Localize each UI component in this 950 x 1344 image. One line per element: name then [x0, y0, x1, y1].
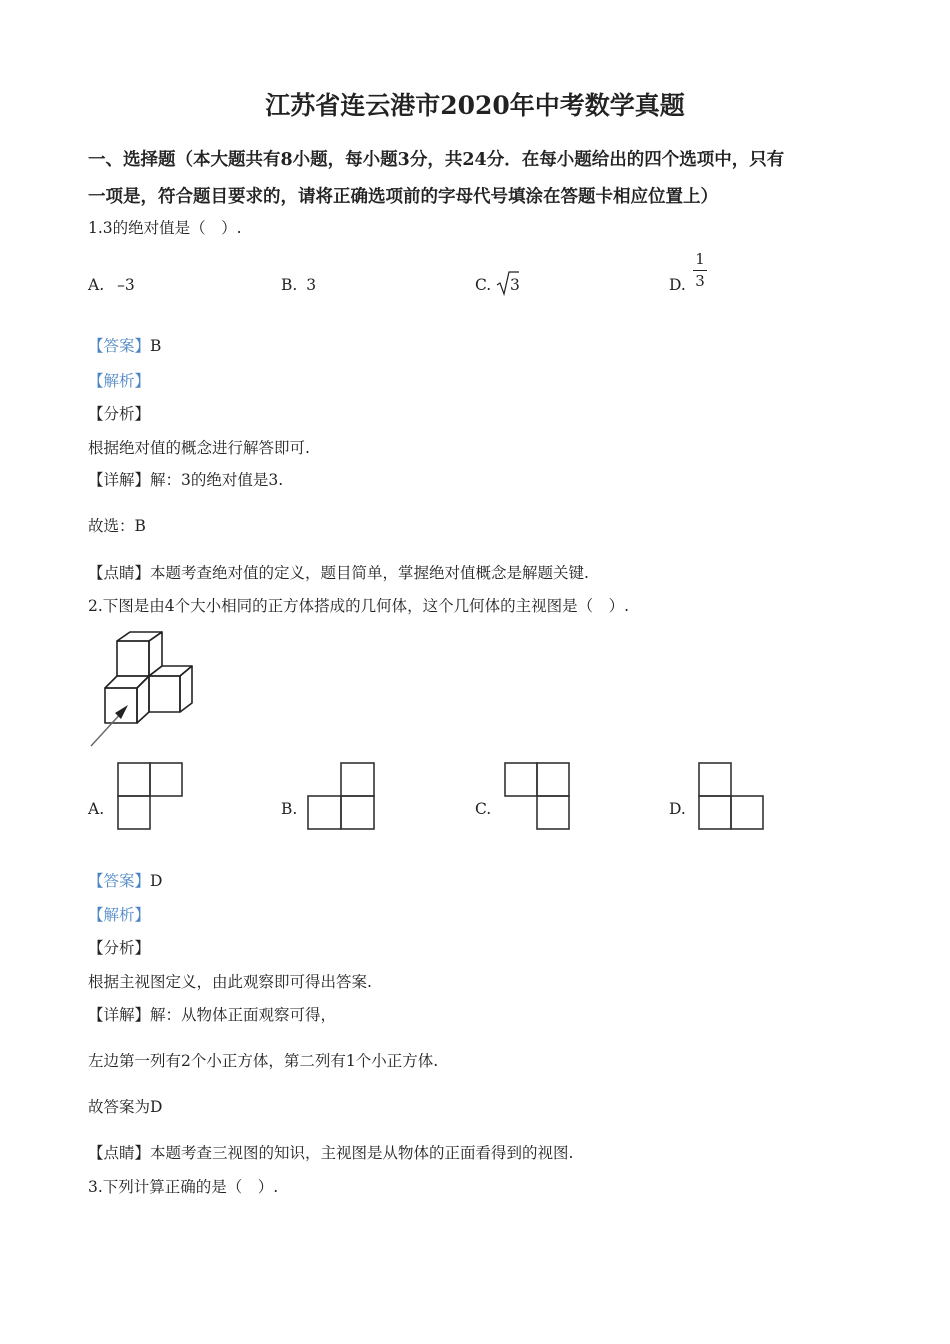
q1-option-a-label: A.: [88, 276, 105, 294]
page-title: 江苏省连云港市2020年中考数学真题: [265, 91, 685, 120]
detail-tag: 【详解】: [88, 1006, 151, 1024]
q1-fenxi-text: 根据绝对值的概念进行解答即可.: [88, 439, 310, 457]
q1-choice: 故选：B: [88, 517, 146, 535]
q2-choice: 故答案为D: [88, 1098, 163, 1116]
dianjing-text: 本题考查绝对值的定义，题目简单，掌握绝对值概念是解题关键.: [150, 564, 589, 582]
answer-tag: 【答案】: [88, 872, 151, 890]
q2-option-c-label: C.: [475, 800, 492, 818]
section-heading-line2: 一项是，符合题目要求的，请将正确选项前的字母代号填涂在答题卡相应位置上）: [88, 187, 718, 207]
dianjing-tag: 【点睛】: [88, 1144, 151, 1162]
q2-option-a-figure: [117, 762, 183, 830]
q2-detail: [88, 1003, 336, 1025]
q2-fenxi-text: 根据主视图定义，由此观察即可得出答案.: [88, 973, 372, 991]
q1-dianjing: [88, 561, 589, 583]
dianjing-tag: 【点睛】: [88, 564, 151, 582]
q2-fenxi-tag: 【分析】: [88, 939, 151, 957]
q1-option-b-label: B.: [281, 276, 298, 294]
q1-option-c: [475, 276, 491, 294]
fraction-bar: [693, 270, 707, 271]
dianjing-text: 本题考查三视图的知识，主视图是从物体的正面看得到的视图.: [150, 1144, 574, 1162]
q2-option-b-figure: [307, 762, 375, 830]
q2-option-b-label: B.: [281, 800, 298, 818]
q2-dianjing: [88, 1141, 573, 1163]
cube-solid-figure: [88, 630, 198, 750]
answer-value: B: [150, 337, 162, 355]
detail-tag: 【详解】: [88, 471, 151, 489]
q2-stem: 2.下图是由4个大小相同的正方体搭成的几何体，这个几何体的主视图是（ ）.: [88, 597, 630, 615]
q1-answer: [88, 334, 161, 356]
q1-option-c-value: 3: [510, 276, 520, 294]
q1-jiexi-tag: 【解析】: [88, 372, 151, 390]
q1-option-b: [281, 276, 316, 294]
q3-stem: 3.下列计算正确的是（ ）.: [88, 1178, 279, 1196]
detail-text: 解：从物体正面观察可得，: [150, 1006, 337, 1024]
q1-option-a: [88, 276, 135, 294]
q2-detail-line2: 左边第一列有2个小正方体，第二列有1个小正方体.: [88, 1052, 439, 1070]
q1-option-c-label: C.: [475, 276, 492, 294]
q1-option-d-fraction: [693, 251, 707, 290]
q1-option-a-value: –3: [117, 276, 135, 294]
fraction-numerator: 1: [695, 250, 705, 268]
q1-option-d-label: D.: [669, 276, 686, 294]
q2-option-d-figure: [698, 762, 765, 830]
q2-option-a-label: A.: [88, 800, 105, 818]
fraction-denominator: 3: [695, 272, 705, 290]
q1-option-b-value: 3: [306, 276, 317, 294]
q2-option-d-label: D.: [669, 800, 686, 818]
q1-stem: 1.3的绝对值是（ ）.: [88, 219, 242, 237]
q2-jiexi-tag: 【解析】: [88, 906, 151, 924]
section-heading-line1: 一、选择题（本大题共有8小题，每小题3分，共24分．在每小题给出的四个选项中，只有: [88, 150, 785, 170]
q1-fenxi-tag: 【分析】: [88, 405, 151, 423]
detail-text: 解：3的绝对值是3.: [150, 471, 284, 489]
q1-detail: [88, 468, 283, 490]
q2-answer: [88, 869, 162, 891]
q2-option-c-figure: [504, 762, 571, 830]
answer-tag: 【答案】: [88, 337, 151, 355]
answer-value: D: [150, 872, 163, 890]
